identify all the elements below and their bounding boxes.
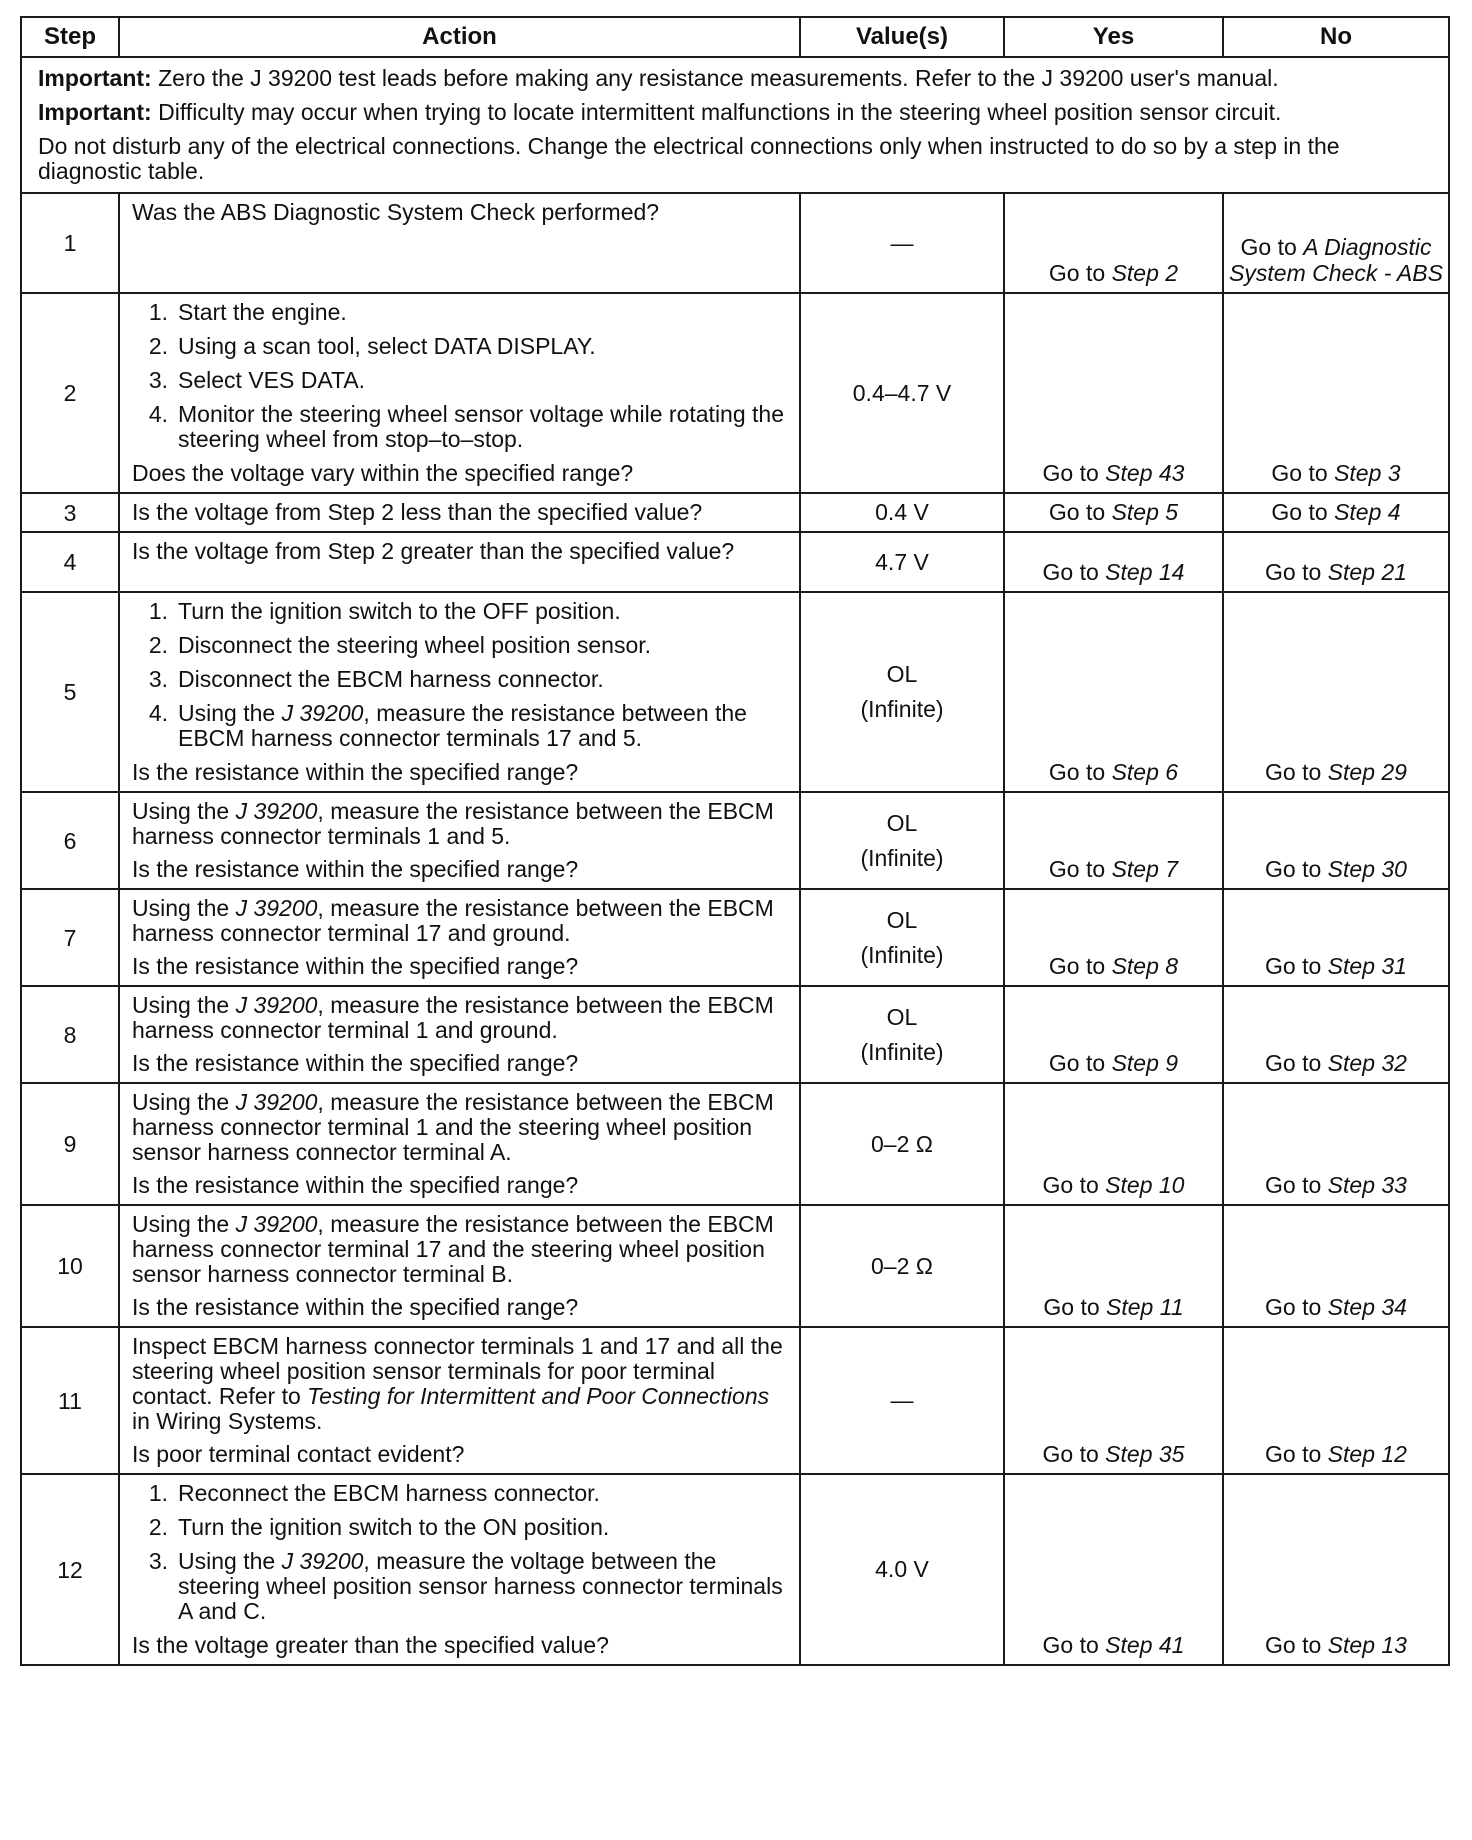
text-run: Go to — [1048, 759, 1112, 785]
step-row-1 — [21, 193, 1449, 293]
value-cell — [800, 1083, 1004, 1205]
yes-goto — [1004, 592, 1223, 792]
text-run: Go to — [1043, 1294, 1107, 1320]
step-row-3 — [21, 493, 1449, 532]
step-number: 6 — [21, 792, 119, 889]
action-text — [132, 760, 789, 785]
no-goto — [1223, 532, 1449, 592]
action-text — [132, 539, 789, 564]
step-row-9 — [21, 1083, 1449, 1205]
text-run: Go to — [1042, 1441, 1106, 1467]
header-no: No — [1223, 17, 1449, 57]
text-run: Go to — [1265, 1632, 1328, 1658]
value-lines — [801, 545, 1003, 580]
value-lines — [801, 376, 1003, 411]
italic-text: Step 4 — [1334, 499, 1401, 525]
italic-text: Step 9 — [1111, 1050, 1179, 1076]
action-text — [132, 993, 789, 1043]
value-text: 0–2 Ω — [871, 1252, 933, 1279]
action-text — [132, 1212, 789, 1287]
yes-goto — [1004, 493, 1223, 532]
italic-text: Step 14 — [1105, 559, 1185, 585]
step-number: 10 — [21, 1205, 119, 1327]
no-goto — [1223, 792, 1449, 889]
text-run: Was the ABS Diagnostic System Check performed? — [132, 199, 660, 225]
italic-text: J 39200 — [281, 700, 364, 726]
text-run: Disconnect the EBCM harness connector. — [178, 666, 604, 692]
text-run: Go to — [1265, 1050, 1328, 1076]
no-goto — [1223, 986, 1449, 1083]
yes-goto — [1004, 1327, 1223, 1474]
action-text — [132, 799, 789, 849]
action-step — [132, 1515, 789, 1540]
step-row-12 — [21, 1474, 1449, 1665]
text-run: Go to — [1048, 499, 1112, 525]
action-step-number: 2. — [148, 1514, 168, 1540]
action-step-text — [178, 334, 596, 359]
text-run: Is the voltage greater than the specified value? — [132, 1632, 609, 1658]
diagnostic-table — [20, 16, 1450, 1666]
value-text: (Infinite) — [860, 1038, 944, 1065]
yes-goto — [1004, 1474, 1223, 1665]
value-text: OL — [886, 661, 918, 687]
italic-text: Step 13 — [1327, 1632, 1407, 1658]
value-cell — [800, 1327, 1004, 1474]
text-run: Go to — [1048, 260, 1112, 286]
text-run: Go to — [1042, 1632, 1106, 1658]
italic-text: J 39200 — [235, 1089, 318, 1115]
text-run: , measure the resistance between the EBCM harness connector terminal 1 and ground. — [132, 992, 774, 1043]
step-number: 5 — [21, 592, 119, 792]
text-run: , measure the resistance between the EBCM harness connector terminal 17 and the steering wheel position sensor harness connector terminal B. — [132, 1211, 774, 1287]
text-run: Is the resistance within the specified range? — [132, 1172, 579, 1198]
action-step-number: 1. — [148, 1480, 168, 1506]
no-goto — [1223, 889, 1449, 986]
step-number: 11 — [21, 1327, 119, 1474]
action-cell — [119, 193, 800, 293]
action-cell — [119, 792, 800, 889]
step-number: 9 — [21, 1083, 119, 1205]
action-text — [132, 1051, 789, 1076]
italic-text: J 39200 — [235, 798, 318, 824]
italic-text: Step 43 — [1105, 460, 1185, 486]
text-run: Using the — [132, 992, 236, 1018]
no-goto — [1223, 1205, 1449, 1327]
action-cell — [119, 1327, 800, 1474]
value-text: (Infinite) — [860, 844, 944, 871]
step-row-6 — [21, 792, 1449, 889]
text-run: Turn the ignition switch to the ON position. — [178, 1514, 610, 1540]
value-text: OL — [886, 1003, 918, 1030]
action-step-number: 1. — [148, 598, 168, 624]
yes-goto — [1004, 1205, 1223, 1327]
text-run: Is the resistance within the specified range? — [132, 759, 579, 785]
text-run: Go to — [1265, 1172, 1328, 1198]
value-cell — [800, 293, 1004, 493]
important-notes — [21, 57, 1449, 193]
note — [38, 100, 1436, 125]
action-text — [132, 461, 789, 486]
action-cell — [119, 1205, 800, 1327]
yes-goto — [1004, 792, 1223, 889]
action-step — [132, 633, 789, 658]
italic-text: Step 8 — [1111, 953, 1179, 979]
no-goto — [1223, 1474, 1449, 1665]
text-run: Disconnect the steering wheel position sensor. — [178, 632, 652, 658]
action-text — [132, 1633, 789, 1658]
value-cell — [800, 792, 1004, 889]
italic-text: Step 6 — [1111, 759, 1179, 785]
action-text — [132, 1442, 789, 1467]
value-lines — [801, 1552, 1003, 1587]
text-run: Go to — [1265, 559, 1328, 585]
text-run: Does the voltage vary within the specified range? — [132, 460, 634, 486]
step-number: 4 — [21, 532, 119, 592]
text-run: Reconnect the EBCM harness connector. — [178, 1480, 600, 1506]
text-run: Using a scan tool, select DATA DISPLAY. — [178, 333, 596, 359]
value-lines — [801, 495, 1003, 530]
text-run: Is poor terminal contact evident? — [132, 1441, 465, 1467]
italic-text: Testing for Intermittent and Poor Connections — [307, 1383, 770, 1409]
text-run: Go to — [1265, 759, 1328, 785]
action-step — [132, 667, 789, 692]
italic-text: Step 30 — [1327, 856, 1407, 882]
step-number: 2 — [21, 293, 119, 493]
action-cell — [119, 1083, 800, 1205]
action-cell — [119, 986, 800, 1083]
text-run: , measure the resistance between the EBCM harness connector terminals 1 and 5. — [132, 798, 774, 849]
text-run: Is the resistance within the specified range? — [132, 1050, 579, 1076]
note — [38, 66, 1436, 91]
italic-text: Step 35 — [1105, 1441, 1185, 1467]
text-run: Go to — [1265, 856, 1328, 882]
yes-goto — [1004, 293, 1223, 493]
value-text: 4.7 V — [875, 548, 929, 575]
action-step-number: 2. — [148, 632, 168, 658]
text-run: , measure the resistance between the EBCM harness connector terminals 17 and 5. — [178, 700, 747, 751]
text-run: Go to — [1265, 1441, 1328, 1467]
action-step-text — [178, 633, 651, 658]
no-goto — [1223, 1327, 1449, 1474]
no-goto — [1223, 493, 1449, 532]
action-step — [132, 368, 789, 393]
italic-text: Step 12 — [1327, 1441, 1407, 1467]
text-run: Is the resistance within the specified range? — [132, 1294, 579, 1320]
note-text: Do not disturb any of the electrical connections. Change the electrical connections only when instructed to do so by a step in the diagnostic table. — [38, 133, 1340, 184]
action-text — [132, 500, 789, 525]
action-step-text — [178, 1549, 789, 1624]
action-steps — [132, 300, 789, 452]
action-step — [132, 334, 789, 359]
text-run: Is the voltage from Step 2 greater than the specified value? — [132, 538, 735, 564]
text-run: Go to — [1048, 856, 1112, 882]
action-step — [132, 599, 789, 624]
step-row-7 — [21, 889, 1449, 986]
action-cell — [119, 532, 800, 592]
value-cell — [800, 193, 1004, 293]
no-goto — [1223, 1083, 1449, 1205]
italic-text: J 39200 — [235, 1211, 318, 1237]
action-step-text — [178, 300, 347, 325]
action-step — [132, 1549, 789, 1624]
notes-row — [21, 57, 1449, 193]
action-text — [132, 200, 789, 225]
action-text — [132, 1090, 789, 1165]
text-run: Start the engine. — [178, 299, 347, 325]
value-cell — [800, 889, 1004, 986]
italic-text: Step 31 — [1327, 953, 1407, 979]
action-text — [132, 954, 789, 979]
yes-goto — [1004, 986, 1223, 1083]
text-run: Turn the ignition switch to the OFF position. — [178, 598, 621, 624]
action-text — [132, 1334, 789, 1434]
italic-text: Step 7 — [1111, 856, 1179, 882]
step-row-8 — [21, 986, 1449, 1083]
step-row-2 — [21, 293, 1449, 493]
value-lines — [801, 1249, 1003, 1284]
action-step — [132, 300, 789, 325]
value-text: 4.0 V — [875, 1556, 929, 1582]
action-steps — [132, 599, 789, 751]
action-cell — [119, 493, 800, 532]
action-step-text — [178, 1481, 600, 1506]
action-step-number: 4. — [148, 700, 168, 726]
value-text: 0.4 V — [875, 499, 929, 525]
text-run: Monitor the steering wheel sensor voltage while rotating the steering wheel from stop–to–stop. — [178, 401, 785, 452]
value-cell — [800, 1474, 1004, 1665]
value-text: OL — [886, 809, 918, 836]
note — [38, 134, 1436, 184]
no-goto — [1223, 293, 1449, 493]
header-yes: Yes — [1004, 17, 1223, 57]
text-run: Inspect EBCM harness connector terminals 1 and 17 and all the steering wheel position sensor terminals for poor terminal contact. Refer to — [132, 1333, 783, 1409]
step-number: 3 — [21, 493, 119, 532]
italic-text: J 39200 — [235, 895, 318, 921]
yes-goto — [1004, 193, 1223, 293]
text-run: Go to — [1042, 1172, 1106, 1198]
action-cell — [119, 293, 800, 493]
note-text: Zero the J 39200 test leads before making any resistance measurements. Refer to the J 39200 user's manual. — [151, 65, 1279, 91]
value-lines — [801, 903, 1003, 973]
value-text: (Infinite) — [860, 941, 944, 968]
text-run: Go to — [1048, 1050, 1112, 1076]
text-run: in Wiring Systems. — [132, 1408, 323, 1434]
text-run: Go to — [1048, 953, 1112, 979]
value-lines — [801, 1383, 1003, 1418]
text-run: Go to — [1271, 499, 1335, 525]
step-number: 12 — [21, 1474, 119, 1665]
action-steps — [132, 1481, 789, 1624]
no-goto — [1223, 193, 1449, 293]
italic-text: Step 32 — [1327, 1050, 1407, 1076]
note-text: Difficulty may occur when trying to locate intermittent malfunctions in the steering wheel position sensor circuit. — [151, 99, 1282, 125]
action-step-text — [178, 599, 621, 624]
action-step-text — [178, 667, 604, 692]
note-label: Important: — [38, 65, 152, 91]
action-step-text — [178, 1515, 609, 1540]
text-run: Go to — [1042, 559, 1106, 585]
text-run: Go to — [1240, 234, 1304, 260]
italic-text: Step 41 — [1105, 1632, 1185, 1658]
italic-text: Step 21 — [1327, 559, 1407, 585]
action-step-number: 3. — [148, 1548, 168, 1574]
italic-text: Step 33 — [1327, 1172, 1407, 1198]
value-lines — [801, 657, 1003, 727]
action-step-number: 1. — [148, 299, 168, 325]
action-step — [132, 402, 789, 452]
value-text: OL — [886, 906, 918, 933]
value-text: 0–2 Ω — [871, 1130, 933, 1157]
step-row-5 — [21, 592, 1449, 792]
yes-goto — [1004, 532, 1223, 592]
text-run: Using the — [132, 1089, 236, 1115]
yes-goto — [1004, 1083, 1223, 1205]
text-run: Go to — [1265, 1294, 1328, 1320]
text-run: Go to — [1265, 953, 1328, 979]
italic-text: J 39200 — [281, 1548, 364, 1574]
italic-text: A Diagnostic System Check - ABS — [1229, 234, 1443, 286]
action-cell — [119, 1474, 800, 1665]
italic-text: Step 29 — [1327, 759, 1407, 785]
value-lines — [801, 1000, 1003, 1070]
action-step-number: 4. — [148, 401, 168, 427]
value-cell — [800, 592, 1004, 792]
value-lines — [801, 226, 1003, 261]
header-action: Action — [119, 17, 800, 57]
value-cell — [800, 1205, 1004, 1327]
step-row-10 — [21, 1205, 1449, 1327]
action-text — [132, 1173, 789, 1198]
action-cell — [119, 592, 800, 792]
value-cell — [800, 532, 1004, 592]
header-row — [21, 17, 1449, 57]
value-text: — — [890, 1387, 914, 1413]
value-text: 0.4–4.7 V — [852, 379, 952, 406]
action-cell — [119, 889, 800, 986]
text-run: Select VES DATA. — [178, 367, 366, 393]
text-run: Go to — [1042, 460, 1106, 486]
text-run: Using the — [132, 798, 236, 824]
header-values: Value(s) — [800, 17, 1004, 57]
text-run: , measure the resistance between the EBCM harness connector terminal 17 and ground. — [132, 895, 774, 946]
value-cell — [800, 493, 1004, 532]
italic-text: Step 11 — [1106, 1294, 1184, 1320]
action-text — [132, 857, 789, 882]
italic-text: Step 3 — [1334, 460, 1401, 486]
header-step: Step — [21, 17, 119, 57]
text-run: Is the resistance within the specified range? — [132, 856, 579, 882]
italic-text: Step 5 — [1111, 499, 1179, 525]
action-step — [132, 1481, 789, 1506]
text-run: Using the — [178, 1548, 282, 1574]
value-text: — — [890, 229, 914, 256]
italic-text: Step 34 — [1327, 1294, 1407, 1320]
action-step-number: 3. — [148, 666, 168, 692]
action-step-text — [178, 402, 789, 452]
action-text — [132, 896, 789, 946]
step-row-4 — [21, 532, 1449, 592]
text-run: , measure the resistance between the EBCM harness connector terminal 1 and the steering wheel position sensor harness connector terminal A. — [132, 1089, 774, 1165]
action-text — [132, 1295, 789, 1320]
italic-text: Step 2 — [1111, 260, 1179, 286]
italic-text: J 39200 — [235, 992, 318, 1018]
value-lines — [801, 806, 1003, 876]
action-step-text — [178, 368, 365, 393]
action-step — [132, 701, 789, 751]
text-run: Using the — [132, 895, 236, 921]
text-run: Using the — [178, 700, 282, 726]
action-step-number: 2. — [148, 333, 168, 359]
value-cell — [800, 986, 1004, 1083]
italic-text: Step 10 — [1105, 1172, 1185, 1198]
text-run: Using the — [132, 1211, 236, 1237]
step-number: 8 — [21, 986, 119, 1083]
step-row-11 — [21, 1327, 1449, 1474]
note-label: Important: — [38, 99, 152, 125]
value-text: (Infinite) — [860, 696, 944, 722]
yes-goto — [1004, 889, 1223, 986]
step-number: 1 — [21, 193, 119, 293]
text-run: Is the voltage from Step 2 less than the specified value? — [132, 499, 703, 525]
text-run: Is the resistance within the specified range? — [132, 953, 579, 979]
value-lines — [801, 1127, 1003, 1162]
step-number: 7 — [21, 889, 119, 986]
text-run: , measure the voltage between the steering wheel position sensor harness connector terminals A and C. — [178, 1548, 783, 1624]
no-goto — [1223, 592, 1449, 792]
text-run: Go to — [1271, 460, 1335, 486]
action-step-number: 3. — [148, 367, 168, 393]
action-step-text — [178, 701, 789, 751]
